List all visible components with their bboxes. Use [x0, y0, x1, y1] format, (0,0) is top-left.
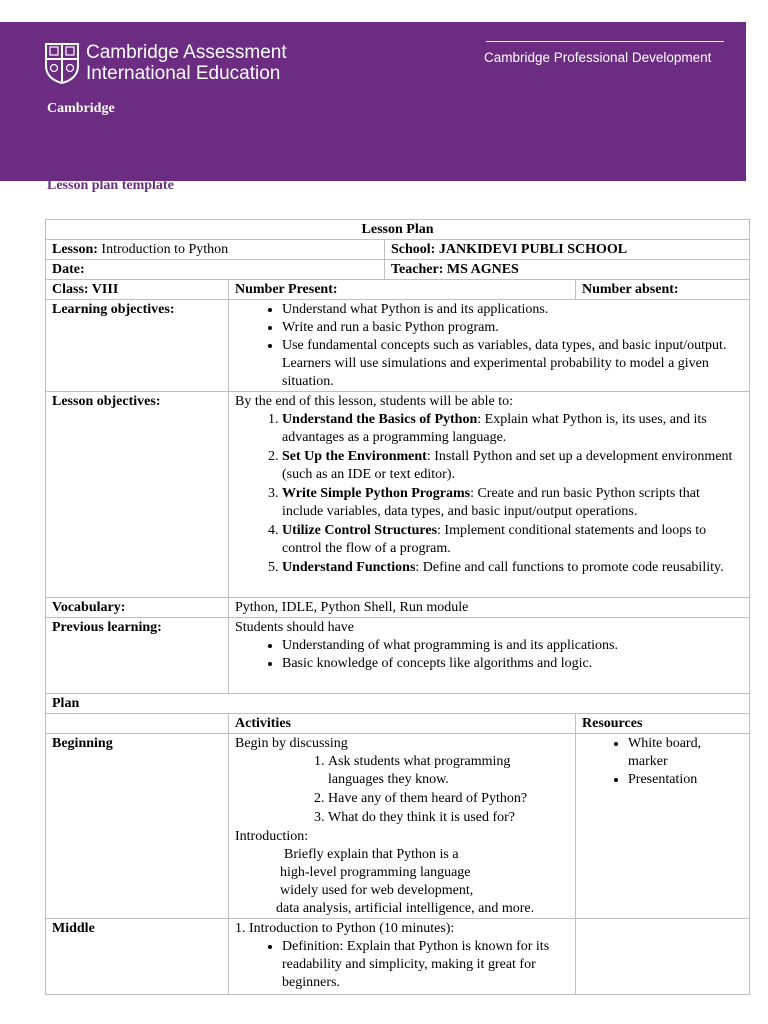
- number-absent-cell: Number absent:: [576, 280, 750, 300]
- date-cell: Date:: [46, 260, 385, 280]
- header-banner: [0, 22, 746, 181]
- vocabulary-value: Python, IDLE, Python Shell, Run module: [229, 598, 750, 618]
- lesson-cell: Lesson: Introduction to Python: [46, 240, 385, 260]
- teacher-cell: Teacher: MS AGNES: [385, 260, 750, 280]
- list-item: • Understanding of what programming is and its applications.: [282, 637, 743, 655]
- list-item: • White board, marker: [628, 735, 743, 771]
- beginning-intro: Begin by discussing: [235, 736, 348, 751]
- introduction-line: data analysis, artificial intelligence, and more.: [276, 901, 535, 916]
- middle-resources: [576, 919, 750, 995]
- middle-activities: [229, 919, 576, 995]
- introduction-line: widely used for web development,: [280, 883, 474, 898]
- learning-objectives-label: Learning objectives:: [46, 300, 229, 392]
- list-item: 2. Have any of them heard of Python?: [328, 790, 539, 808]
- list-item: 2. Set Up the Environment: Install Python and set up a development environment (such as an IDE or text editor).: [282, 448, 743, 484]
- cambridge-logo: [44, 42, 287, 84]
- list-item: • Basic knowledge of concepts like algorithms and logic.: [282, 655, 743, 673]
- beginning-activities: [229, 734, 576, 919]
- beginning-resources: [576, 734, 750, 919]
- banner-rule: [486, 41, 724, 42]
- lesson-objectives-label: Lesson objectives:: [46, 392, 229, 598]
- previous-learning-label: Previous learning:: [46, 618, 229, 694]
- middle-heading: 1. Introduction to Python (10 minutes):: [235, 921, 455, 936]
- introduction-line: Briefly explain that Python is a: [284, 847, 459, 862]
- cambridge-label: Cambridge: [47, 101, 115, 116]
- lesson-objectives-content: [229, 392, 750, 598]
- list-item: 3. What do they think it is used for?: [328, 809, 539, 827]
- lesson-objectives-intro: By the end of this lesson, students will be able to:: [235, 394, 514, 409]
- list-item: 5. Understand Functions: Define and call functions to promote code reusability.: [282, 559, 743, 577]
- middle-label: Middle: [46, 919, 229, 995]
- list-item: 4. Utilize Control Structures: Implement conditional statements and loops to control the flow of a program.: [282, 522, 743, 558]
- learning-objectives-content: [229, 300, 750, 392]
- number-present-cell: Number Present:: [229, 280, 576, 300]
- resources-heading: Resources: [576, 714, 750, 734]
- list-item: • Definition: Explain that Python is known for its readability and simplicity, making it great for beginners.: [282, 938, 569, 992]
- template-title: Lesson plan template: [47, 178, 174, 193]
- previous-learning-intro: Students should have: [235, 620, 354, 635]
- vocabulary-label: Vocabulary:: [46, 598, 229, 618]
- introduction-label: Introduction:: [235, 829, 309, 844]
- introduction-line: high-level programming language: [280, 865, 471, 880]
- lesson-plan-table: [45, 219, 750, 995]
- list-item: • Presentation: [628, 771, 743, 789]
- list-item: • Use fundamental concepts such as variables, data types, and basic input/output. Learners will use simulations and experimental probability to model a given situation.: [282, 337, 743, 391]
- crest-icon: [44, 42, 80, 84]
- previous-learning-content: [229, 618, 750, 694]
- logo-line-2: International Education: [86, 63, 281, 84]
- list-item: 3. Write Simple Python Programs: Create and run basic Python scripts that include variables, data types, and basic input/output operations.: [282, 485, 743, 521]
- plan-blank-cell: [46, 714, 229, 734]
- logo-line-1: Cambridge Assessment: [86, 42, 287, 63]
- list-item: 1. Understand the Basics of Python: Explain what Python is, its uses, and its advantages as a programming language.: [282, 411, 743, 447]
- tagline: Cambridge Professional Development: [484, 50, 712, 65]
- class-cell: Class: VIII: [46, 280, 229, 300]
- list-item: 1. Ask students what programming languages they know.: [328, 753, 539, 789]
- list-item: • Understand what Python is and its applications.: [282, 301, 743, 319]
- activities-heading: Activities: [229, 714, 576, 734]
- beginning-label: Beginning: [46, 734, 229, 919]
- table-title: Lesson Plan: [46, 220, 750, 240]
- list-item: • Write and run a basic Python program.: [282, 319, 743, 337]
- school-cell: School: JANKIDEVI PUBLI SCHOOL: [385, 240, 750, 260]
- plan-heading: Plan: [46, 694, 750, 714]
